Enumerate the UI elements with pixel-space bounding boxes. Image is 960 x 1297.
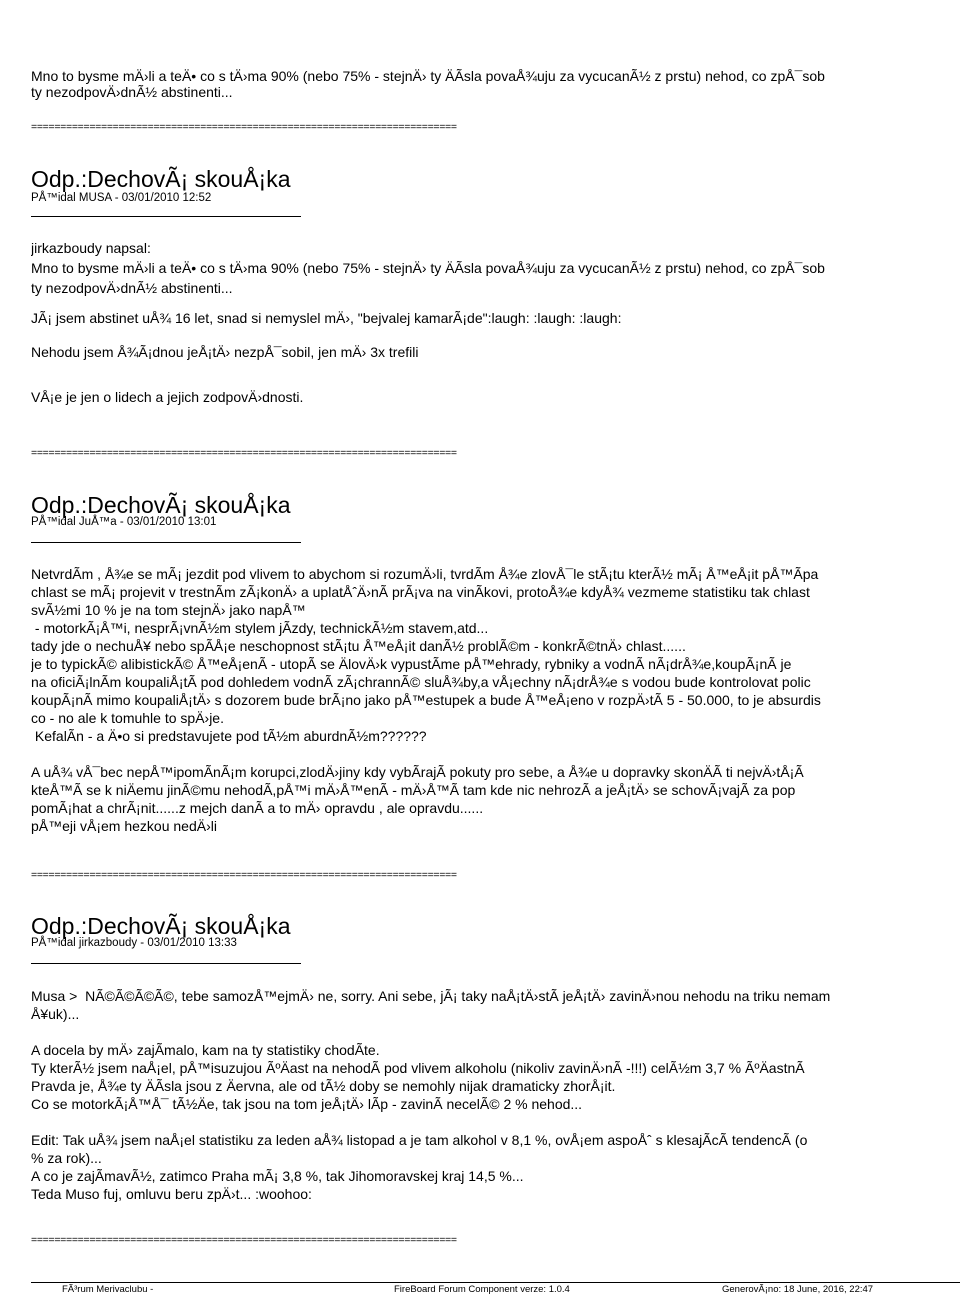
forum-thread-page	[31, 0, 960, 1297]
post-title: Odp.:DechovÃ¡ skouÅ¡ka	[31, 166, 291, 192]
intro-text	[31, 68, 960, 100]
text-line: tady jde o nechuÅ¥ nebo spÃÅ¡e neschopnost stÃ¡tu Å™eÅ¡it danÃ½ problÃ©m - konkrÃ©tnÄ› chlast......	[31, 638, 686, 654]
text-line: Å¥uk)...	[31, 1006, 80, 1022]
text-line: ty nezodpovÄ›dnÃ½ abstinenti...	[31, 280, 233, 296]
text-line: VÅ¡e je jen o lidech a jejich zodpovÄ›dnosti.	[31, 389, 304, 405]
post-rule	[31, 963, 301, 964]
text-line: je to typickÃ© alibistickÃ© Å™eÅ¡enÃ - utopÃ se ÄlovÄ›k vypustÃme pÅ™ehrady, rybniky a vodnÃ nÃ¡drÅ¾e,koupÃ¡nÃ je	[31, 656, 792, 672]
text-line: ty nezodpovÄ›dnÃ½ abstinenti...	[31, 84, 233, 100]
post-meta: PÅ™idal MUSA - 03/01/2010 12:52	[31, 192, 212, 204]
post-title: Odp.:DechovÃ¡ skouÅ¡ka	[31, 913, 291, 939]
post-body	[31, 240, 960, 405]
text-line: co - no ale k tomuhle to spÄ›je.	[31, 710, 224, 726]
text-line: NetvrdÃm , Å¾e se mÃ¡ jezdit pod vlivem to abychom si rozumÄ›li, tvrdÃm Å¾e zlovÅ¯le stÃ¡tu kterÃ½ mÃ¡ Å™eÅ¡it pÅ™Ãpa	[31, 566, 819, 582]
text-line: svÃ½mi 10 % je na tom stejnÄ› jako napÅ™	[31, 602, 306, 618]
footer-component-version: FireBoard Forum Component verze: 1.0.4	[394, 1284, 570, 1295]
text-line: Mno to bysme mÄ›li a teÄ• co s tÄ›ma 90% (nebo 75% - stejnÄ› ty ÄÃsla povaÅ¾uju za vycucanÃ½ z prstu) nehod, co zpÅ¯sob	[31, 68, 825, 84]
post-meta: PÅ™idal jirkazboudy - 03/01/2010 13:33	[31, 937, 237, 949]
post-meta: PÅ™idal JuÅ™a - 03/01/2010 13:01	[31, 516, 217, 528]
text-line: A co je zajÃmavÃ½, zatimco Praha mÃ¡ 3,8 %, tak Jihomoravskej kraj 14,5 %...	[31, 1168, 524, 1184]
text-line: KefalÃn - a Ä•o si predstavujete pod tÃ½m aburdnÃ½m??????	[31, 728, 427, 744]
footer-generated-date: GenerovÃ¡no: 18 June, 2016, 22:47	[722, 1284, 874, 1295]
text-line: - motorkÃ¡Å™i, nesprÃ¡vnÃ½m stylem jÃzdy, technickÃ½m stavem,atd...	[31, 620, 489, 636]
footer-site-name: FÃ³rum Merivaclubu -	[62, 1284, 154, 1295]
post-body	[31, 988, 960, 1202]
post-rule	[31, 542, 301, 543]
text-line: pÅ™eji vÅ¡em hezkou nedÄ›li	[31, 818, 217, 834]
text-line: Ty kterÃ½ jsem naÅ¡el, pÅ™isuzujou ÃºÄast na nehodÃ pod vlivem alkoholu (nikoliv zavinÄ›nÃ -!!!) celÃ½m 3,7 % ÃºÄastnÃ	[31, 1060, 805, 1076]
text-line: Teda Muso fuj, omluvu beru zpÄ›t... :woohoo:	[31, 1186, 312, 1202]
text-line: koupÃ¡nÃ mimo koupaliÅ¡tÄ› s dozorem bude brÃ¡no jako pÅ™estupek a bude Å™eÅ¡eno v rozpÄ›tÃ 5 - 50.000, to je absurdis	[31, 692, 821, 708]
separator: =========================================================================	[31, 121, 457, 133]
separator: =========================================================================	[31, 869, 457, 881]
post-rule	[31, 216, 301, 217]
post-title: Odp.:DechovÃ¡ skouÅ¡ka	[31, 492, 291, 518]
text-line: pomÃ¡hat a chrÃ¡nit......z mejch danÃ a to mÄ› opravdu , ale opravdu......	[31, 800, 484, 816]
separator: =========================================================================	[31, 1234, 457, 1246]
text-line: Pravda je, Å¾e ty ÄÃsla jsou z Äervna, ale od tÃ½ doby se nemohly nijak dramaticky zhorÅ¡it.	[31, 1078, 616, 1094]
separator: =========================================================================	[31, 447, 457, 459]
text-line: Co se motorkÃ¡Å™Å¯ tÃ½Äe, tak jsou na tom jeÅ¡tÄ› lÃp - zavinÃ necelÃ© 2 % nehod...	[31, 1096, 583, 1112]
text-line: jirkazboudy napsal:	[31, 240, 151, 256]
footer-rule	[31, 1282, 960, 1283]
page-footer	[0, 1282, 960, 1297]
text-line: Edit: Tak uÅ¾ jsem naÅ¡el statistiku za leden aÅ¾ listopad a je tam alkohol v 8,1 %, ovÅ¡em aspoÅˆ s klesajÃcÃ tendencÃ (o	[31, 1132, 808, 1148]
text-line: A docela by mÄ› zajÃmalo, kam na ty statistiky chodÃte.	[31, 1042, 380, 1058]
text-line: A uÅ¾ vÅ¯bec nepÅ™ipomÃnÃ¡m korupci,zlodÄ›jiny kdy vybÃrajÃ pokuty pro sebe, a Å¾e u dopravky skonÄÃ ti nejvÄ›tÅ¡Ã	[31, 764, 804, 780]
text-line: JÃ¡ jsem abstinet uÅ¾ 16 let, snad si nemyslel mÄ›, "bejvalej kamarÃ¡de":laugh: :laugh: :laugh:	[31, 310, 622, 326]
text-line: Musa > NÃ©Ã©Ã©Ã©, tebe samozÅ™ejmÄ› ne, sorry. Ani sebe, jÃ¡ taky naÅ¡tÄ›stÃ jeÅ¡tÄ› zavinÄ›nou nehodu na triku nemam	[31, 988, 831, 1004]
text-line: % za rok)...	[31, 1150, 102, 1166]
text-line: Mno to bysme mÄ›li a teÄ• co s tÄ›ma 90% (nebo 75% - stejnÄ› ty ÄÃsla povaÅ¾uju za vycucanÃ½ z prstu) nehod, co zpÅ¯sob	[31, 260, 825, 276]
text-line: kteÅ™Ã se k niÄemu jinÃ©mu nehodÃ,pÅ™i mÄ›Å™enÃ - mÄ›Å™Ã tam kde nic nehrozÃ a jeÅ¡tÄ› se schovÃ¡vajÃ za pop	[31, 782, 796, 798]
text-line: na oficiÃ¡lnÃm koupaliÅ¡tÃ pod dohledem vodnÃ zÃ¡chrannÃ© sluÅ¾by,a vÅ¡echny nÃ¡drÅ¾e s vodou bude kontrolovat polic	[31, 674, 811, 690]
post-body	[31, 566, 960, 834]
text-line: Nehodu jsem Å¾Ã¡dnou jeÅ¡tÄ› nezpÅ¯sobil, jen mÄ› 3x trefili	[31, 344, 419, 360]
text-line: chlast se mÃ¡ projevit v trestnÃm zÃ¡konÄ› a uplatÅˆÄ›nÃ prÃ¡va na vinÃkovi, protoÅ¾e kdyÅ¾ vezmeme statistiku tak chlast	[31, 584, 810, 600]
